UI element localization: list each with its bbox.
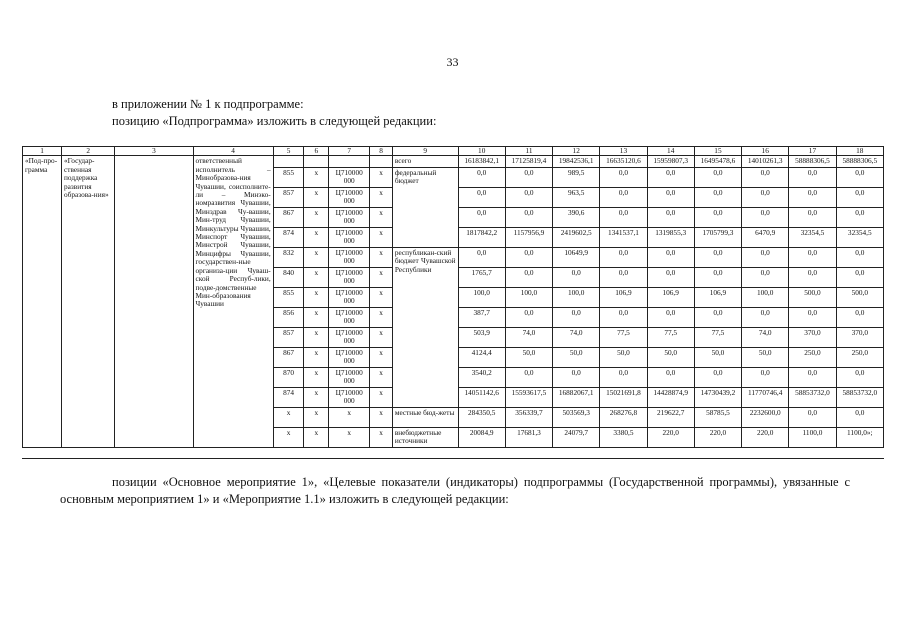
value-cell: 74,0	[742, 327, 789, 347]
value-cell: 1817842,2	[458, 227, 505, 247]
value-cell: 106,9	[647, 287, 694, 307]
cell-c6: x	[304, 347, 329, 367]
value-cell: 16882067,1	[553, 387, 600, 407]
value-cell: 0,0	[600, 307, 647, 327]
value-cell: 1705799,3	[694, 227, 741, 247]
value-cell: 0,0	[836, 267, 883, 287]
value-cell: 500,0	[836, 287, 883, 307]
value-cell: 15021691,8	[600, 387, 647, 407]
value-cell: 15959807,3	[647, 156, 694, 167]
value-cell: 58853732,0	[789, 387, 836, 407]
cell-c6: x	[304, 327, 329, 347]
value-cell: 0,0	[600, 167, 647, 187]
cell-c8: x	[370, 427, 393, 447]
value-cell: 0,0	[789, 307, 836, 327]
cell-c5: 857	[273, 327, 304, 347]
cell-c8: x	[370, 247, 393, 267]
column-header-17: 17	[789, 147, 836, 156]
subprogram-table	[22, 146, 884, 448]
value-cell: 284350,5	[458, 407, 505, 427]
value-cell: 0,0	[836, 247, 883, 267]
value-cell: 0,0	[742, 207, 789, 227]
value-cell: 0,0	[789, 367, 836, 387]
value-cell: 14051142,6	[458, 387, 505, 407]
cell-c7: Ц710000 000	[329, 187, 370, 207]
value-cell: 0,0	[458, 207, 505, 227]
cell-c7: x	[329, 427, 370, 447]
value-cell: 0,0	[789, 407, 836, 427]
cell-c7: Ц710000 000	[329, 207, 370, 227]
column-header-8: 8	[370, 147, 393, 156]
value-cell: 50,0	[553, 347, 600, 367]
cell-c5: 855	[273, 287, 304, 307]
table-row	[23, 156, 884, 167]
funding-source-federal: федеральный бюджет	[392, 167, 458, 247]
value-cell: 0,0	[505, 187, 552, 207]
value-cell: 0,0	[505, 207, 552, 227]
cell-c5: 832	[273, 247, 304, 267]
value-cell: 1100,0	[789, 427, 836, 447]
cell-c7: Ц710000 000	[329, 347, 370, 367]
value-cell: 15593617,5	[505, 387, 552, 407]
column-header-2: 2	[62, 147, 115, 156]
value-cell: 0,0	[505, 307, 552, 327]
value-cell: 2419602,5	[553, 227, 600, 247]
value-cell: 0,0	[647, 187, 694, 207]
value-cell: 32354,5	[836, 227, 883, 247]
value-cell: 0,0	[694, 307, 741, 327]
value-cell: 6470,9	[742, 227, 789, 247]
value-cell: 0,0	[553, 367, 600, 387]
value-cell: 0,0	[600, 367, 647, 387]
cell-c8: x	[370, 387, 393, 407]
cell-c6: x	[304, 287, 329, 307]
table-header-row	[23, 147, 884, 156]
column-header-16: 16	[742, 147, 789, 156]
value-cell: 0,0	[553, 267, 600, 287]
value-cell: 0,0	[647, 247, 694, 267]
value-cell: 0,0	[600, 187, 647, 207]
subprogram-label-cell: «Под-про-грамма	[23, 156, 62, 447]
cell-c5: 867	[273, 347, 304, 367]
funding-source-cell: всего	[392, 156, 458, 167]
value-cell: 58888306,5	[789, 156, 836, 167]
column-header-14: 14	[647, 147, 694, 156]
value-cell: 14730439,2	[694, 387, 741, 407]
value-cell: 0,0	[458, 167, 505, 187]
value-cell: 0,0	[789, 187, 836, 207]
cell-c7: Ц710000 000	[329, 247, 370, 267]
value-cell: 24079,7	[553, 427, 600, 447]
cell-c7: Ц710000 000	[329, 327, 370, 347]
cell-c7: Ц710000 000	[329, 307, 370, 327]
value-cell: 50,0	[505, 347, 552, 367]
column-header-3: 3	[115, 147, 193, 156]
value-cell: 0,0	[742, 167, 789, 187]
value-cell: 74,0	[505, 327, 552, 347]
cell-c8: x	[370, 347, 393, 367]
empty-cell	[115, 156, 193, 447]
value-cell: 1100,0»;	[836, 427, 883, 447]
cell-c6	[304, 156, 329, 167]
value-cell: 0,0	[505, 247, 552, 267]
cell-c8: x	[370, 287, 393, 307]
cell-c6: x	[304, 207, 329, 227]
value-cell: 77,5	[600, 327, 647, 347]
value-cell: 77,5	[694, 327, 741, 347]
cell-c6: x	[304, 187, 329, 207]
cell-c7: Ц710000 000	[329, 387, 370, 407]
cell-c6: x	[304, 307, 329, 327]
value-cell: 0,0	[600, 247, 647, 267]
column-header-13: 13	[600, 147, 647, 156]
value-cell: 50,0	[600, 347, 647, 367]
cell-c7: Ц710000 000	[329, 287, 370, 307]
value-cell: 0,0	[647, 267, 694, 287]
subprogram-table-container	[22, 146, 884, 448]
cell-c5: 870	[273, 367, 304, 387]
value-cell: 16635120,6	[600, 156, 647, 167]
column-header-7: 7	[329, 147, 370, 156]
cell-c6: x	[304, 387, 329, 407]
value-cell: 50,0	[694, 347, 741, 367]
value-cell: 0,0	[742, 247, 789, 267]
value-cell: 17125819,4	[505, 156, 552, 167]
cell-c5: 840	[273, 267, 304, 287]
value-cell: 77,5	[647, 327, 694, 347]
value-cell: 370,0	[789, 327, 836, 347]
value-cell: 220,0	[647, 427, 694, 447]
value-cell: 219622,7	[647, 407, 694, 427]
value-cell: 0,0	[694, 207, 741, 227]
cell-c5: 874	[273, 387, 304, 407]
cell-c7	[329, 156, 370, 167]
funding-source-cell: внебюджетные источники	[392, 427, 458, 447]
value-cell: 106,9	[600, 287, 647, 307]
value-cell: 11770746,4	[742, 387, 789, 407]
cell-c7: Ц710000 000	[329, 227, 370, 247]
value-cell: 989,5	[553, 167, 600, 187]
table-bottom-border	[22, 458, 884, 459]
value-cell: 250,0	[836, 347, 883, 367]
column-header-10: 10	[458, 147, 505, 156]
value-cell: 100,0	[505, 287, 552, 307]
value-cell: 58785,5	[694, 407, 741, 427]
column-header-1: 1	[23, 147, 62, 156]
value-cell: 0,0	[505, 367, 552, 387]
value-cell: 250,0	[789, 347, 836, 367]
value-cell: 390,6	[553, 207, 600, 227]
value-cell: 0,0	[694, 187, 741, 207]
column-header-12: 12	[553, 147, 600, 156]
cell-c6: x	[304, 247, 329, 267]
value-cell: 0,0	[742, 367, 789, 387]
cell-c8: x	[370, 227, 393, 247]
value-cell: 2232600,0	[742, 407, 789, 427]
value-cell: 74,0	[553, 327, 600, 347]
cell-c8: x	[370, 167, 393, 187]
value-cell: 10649,9	[553, 247, 600, 267]
value-cell: 32354,5	[789, 227, 836, 247]
program-name-cell: «Государ-ственная поддержка развития образова-ния»	[62, 156, 115, 447]
bottom-paragraph: позиции «Основное мероприятие 1», «Целевые показатели (индикаторы) подпрограммы (Государственной программы), увязанные с основным мероприятием 1» и «Мероприятие 1.1» изложить в следующей редакции:	[60, 475, 850, 506]
value-cell: 0,0	[647, 207, 694, 227]
cell-c6: x	[304, 367, 329, 387]
column-header-18: 18	[836, 147, 883, 156]
value-cell: 0,0	[694, 247, 741, 267]
intro-line-2: позицию «Подпрограмма» изложить в следующей редакции:	[112, 114, 437, 128]
value-cell: 0,0	[553, 307, 600, 327]
value-cell: 0,0	[836, 407, 883, 427]
cell-c5	[273, 156, 304, 167]
cell-c6: x	[304, 267, 329, 287]
funding-source-republic: республикан-ский бюджет Чувашской Республики	[392, 247, 458, 407]
value-cell: 0,0	[600, 267, 647, 287]
value-cell: 0,0	[789, 267, 836, 287]
value-cell: 58888306,5	[836, 156, 883, 167]
value-cell: 0,0	[836, 207, 883, 227]
value-cell: 0,0	[789, 207, 836, 227]
value-cell: 387,7	[458, 307, 505, 327]
value-cell: 0,0	[742, 267, 789, 287]
value-cell: 503,9	[458, 327, 505, 347]
column-header-4: 4	[193, 147, 273, 156]
cell-c7: Ц710000 000	[329, 167, 370, 187]
cell-c8: x	[370, 187, 393, 207]
cell-c5: x	[273, 427, 304, 447]
intro-line-1: в приложении № 1 к подпрограмме:	[112, 97, 304, 111]
value-cell: 20084,9	[458, 427, 505, 447]
cell-c8	[370, 156, 393, 167]
value-cell: 0,0	[836, 367, 883, 387]
cell-c6: x	[304, 167, 329, 187]
cell-c5: 857	[273, 187, 304, 207]
value-cell: 1765,7	[458, 267, 505, 287]
cell-c8: x	[370, 407, 393, 427]
value-cell: 0,0	[836, 187, 883, 207]
cell-c6: x	[304, 407, 329, 427]
column-header-11: 11	[505, 147, 552, 156]
cell-c8: x	[370, 207, 393, 227]
value-cell: 100,0	[553, 287, 600, 307]
value-cell: 370,0	[836, 327, 883, 347]
value-cell: 50,0	[647, 347, 694, 367]
cell-c6: x	[304, 227, 329, 247]
cell-c5: x	[273, 407, 304, 427]
cell-c8: x	[370, 327, 393, 347]
value-cell: 0,0	[505, 167, 552, 187]
cell-c8: x	[370, 367, 393, 387]
cell-c6: x	[304, 427, 329, 447]
cell-c7: Ц710000 000	[329, 367, 370, 387]
value-cell: 4124,4	[458, 347, 505, 367]
cell-c8: x	[370, 267, 393, 287]
value-cell: 0,0	[694, 267, 741, 287]
value-cell: 500,0	[789, 287, 836, 307]
value-cell: 0,0	[789, 247, 836, 267]
executors-cell: ответственный исполнитель – Минобразова-ния Чувашии, соисполните-ли – Минэко-номразвития Чувашии, Минздрав Чу-вашии, Мин-труд Чувашии, Минкультуры Чувашии, Минспорт Чувашии, Минстрой Чувашии, Минцифры Чувашии, государствен-ные организа-ции Чуваш-ской Респуб-лики, подве-домственные Мин-образования Чувашии	[193, 156, 273, 447]
cell-c8: x	[370, 307, 393, 327]
value-cell: 0,0	[647, 307, 694, 327]
value-cell: 220,0	[742, 427, 789, 447]
value-cell: 58853732,0	[836, 387, 883, 407]
column-header-6: 6	[304, 147, 329, 156]
value-cell: 0,0	[647, 367, 694, 387]
value-cell: 356339,7	[505, 407, 552, 427]
value-cell: 0,0	[458, 187, 505, 207]
value-cell: 50,0	[742, 347, 789, 367]
value-cell: 0,0	[458, 247, 505, 267]
cell-c7: x	[329, 407, 370, 427]
value-cell: 0,0	[694, 167, 741, 187]
funding-source-cell: местные бюд-жеты	[392, 407, 458, 427]
cell-c5: 855	[273, 167, 304, 187]
value-cell: 14010261,3	[742, 156, 789, 167]
cell-c5: 856	[273, 307, 304, 327]
value-cell: 220,0	[694, 427, 741, 447]
value-cell: 17681,3	[505, 427, 552, 447]
value-cell: 0,0	[600, 207, 647, 227]
cell-c5: 874	[273, 227, 304, 247]
value-cell: 0,0	[742, 307, 789, 327]
column-header-5: 5	[273, 147, 304, 156]
value-cell: 100,0	[742, 287, 789, 307]
cell-c5: 867	[273, 207, 304, 227]
value-cell: 0,0	[694, 367, 741, 387]
value-cell: 14428874,9	[647, 387, 694, 407]
value-cell: 963,5	[553, 187, 600, 207]
value-cell: 3380,5	[600, 427, 647, 447]
value-cell: 1157956,9	[505, 227, 552, 247]
value-cell: 503569,3	[553, 407, 600, 427]
value-cell: 0,0	[742, 187, 789, 207]
value-cell: 3540,2	[458, 367, 505, 387]
intro-text	[112, 96, 436, 130]
value-cell: 100,0	[458, 287, 505, 307]
column-header-9: 9	[392, 147, 458, 156]
value-cell: 16495478,6	[694, 156, 741, 167]
value-cell: 268276,8	[600, 407, 647, 427]
page-number: 33	[446, 55, 459, 69]
value-cell: 0,0	[836, 307, 883, 327]
value-cell: 0,0	[647, 167, 694, 187]
value-cell: 0,0	[836, 167, 883, 187]
value-cell: 0,0	[505, 267, 552, 287]
value-cell: 19842536,1	[553, 156, 600, 167]
value-cell: 0,0	[789, 167, 836, 187]
value-cell: 1319855,3	[647, 227, 694, 247]
value-cell: 16183842,1	[458, 156, 505, 167]
cell-c7: Ц710000 000	[329, 267, 370, 287]
value-cell: 106,9	[694, 287, 741, 307]
value-cell: 1341537,1	[600, 227, 647, 247]
column-header-15: 15	[694, 147, 741, 156]
